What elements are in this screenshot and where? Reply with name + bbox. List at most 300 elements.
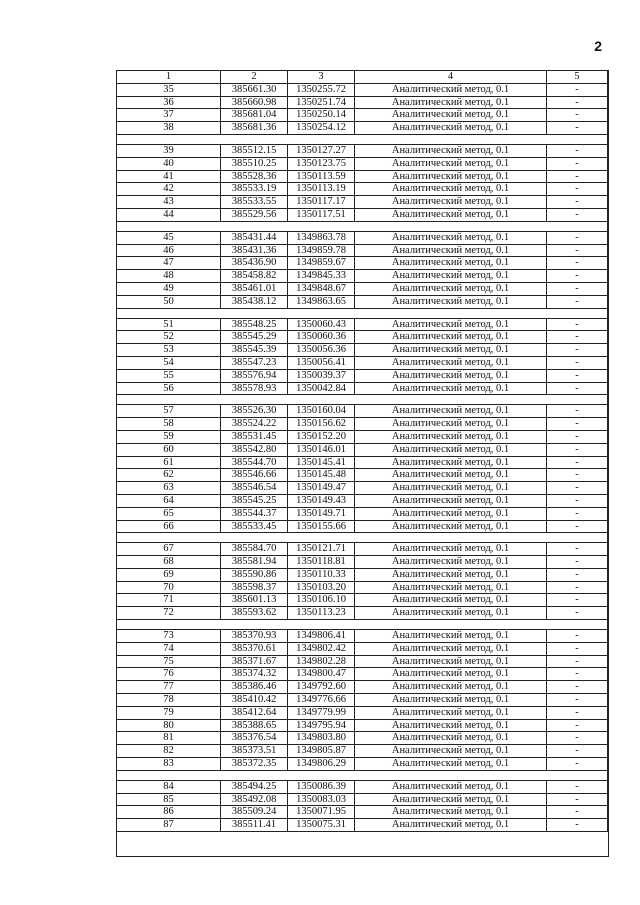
point-number-cell: 69 xyxy=(117,568,221,581)
x-coordinate-cell: 385373.51 xyxy=(221,745,288,758)
table-row xyxy=(117,681,608,694)
y-coordinate-cell: 1349779.99 xyxy=(288,706,355,719)
group-separator-row xyxy=(117,533,608,543)
method-cell: Аналитический метод, 0.1 xyxy=(355,780,547,793)
x-coordinate-cell: 385510.25 xyxy=(221,157,288,170)
table-row xyxy=(117,806,608,819)
method-cell: Аналитический метод, 0.1 xyxy=(355,482,547,495)
note-cell: - xyxy=(547,681,608,694)
table-row xyxy=(117,344,608,357)
method-cell: Аналитический метод, 0.1 xyxy=(355,668,547,681)
note-cell: - xyxy=(547,122,608,135)
table-row xyxy=(117,109,608,122)
x-coordinate-cell: 385546.66 xyxy=(221,469,288,482)
y-coordinate-cell: 1349805.87 xyxy=(288,745,355,758)
method-cell: Аналитический метод, 0.1 xyxy=(355,196,547,209)
method-cell: Аналитический метод, 0.1 xyxy=(355,122,547,135)
y-coordinate-cell: 1350060.43 xyxy=(288,318,355,331)
table-row xyxy=(117,231,608,244)
y-coordinate-cell: 1349848.67 xyxy=(288,282,355,295)
note-cell: - xyxy=(547,356,608,369)
method-cell: Аналитический метод, 0.1 xyxy=(355,758,547,771)
point-number-cell: 49 xyxy=(117,282,221,295)
method-cell: Аналитический метод, 0.1 xyxy=(355,793,547,806)
y-coordinate-cell: 1350060.36 xyxy=(288,331,355,344)
separator-cell xyxy=(221,770,288,780)
method-cell: Аналитический метод, 0.1 xyxy=(355,719,547,732)
y-coordinate-cell: 1350056.36 xyxy=(288,344,355,357)
separator-cell xyxy=(547,395,608,405)
note-cell: - xyxy=(547,568,608,581)
separator-cell xyxy=(355,221,547,231)
point-number-cell: 52 xyxy=(117,331,221,344)
x-coordinate-cell: 385371.67 xyxy=(221,655,288,668)
note-cell: - xyxy=(547,96,608,109)
y-coordinate-cell: 1350156.62 xyxy=(288,418,355,431)
x-coordinate-cell: 385533.45 xyxy=(221,520,288,533)
method-cell: Аналитический метод, 0.1 xyxy=(355,469,547,482)
x-coordinate-cell: 385529.56 xyxy=(221,208,288,221)
method-cell: Аналитический метод, 0.1 xyxy=(355,568,547,581)
point-number-cell: 70 xyxy=(117,581,221,594)
x-coordinate-cell: 385545.25 xyxy=(221,494,288,507)
header-cell-3: 3 xyxy=(288,71,355,84)
separator-cell xyxy=(547,533,608,543)
note-cell: - xyxy=(547,183,608,196)
point-number-cell: 81 xyxy=(117,732,221,745)
point-number-cell: 59 xyxy=(117,430,221,443)
note-cell: - xyxy=(547,806,608,819)
note-cell: - xyxy=(547,556,608,569)
method-cell: Аналитический метод, 0.1 xyxy=(355,507,547,520)
point-number-cell: 38 xyxy=(117,122,221,135)
x-coordinate-cell: 385533.19 xyxy=(221,183,288,196)
point-number-cell: 60 xyxy=(117,443,221,456)
note-cell: - xyxy=(547,405,608,418)
note-cell: - xyxy=(547,819,608,832)
separator-cell xyxy=(221,308,288,318)
y-coordinate-cell: 1350056.41 xyxy=(288,356,355,369)
x-coordinate-cell: 385458.82 xyxy=(221,270,288,283)
point-number-cell: 64 xyxy=(117,494,221,507)
separator-cell xyxy=(221,221,288,231)
x-coordinate-cell: 385372.35 xyxy=(221,758,288,771)
point-number-cell: 87 xyxy=(117,819,221,832)
page-number: 2 xyxy=(594,38,602,54)
method-cell: Аналитический метод, 0.1 xyxy=(355,543,547,556)
group-separator-row xyxy=(117,620,608,630)
x-coordinate-cell: 385528.36 xyxy=(221,170,288,183)
method-cell: Аналитический метод, 0.1 xyxy=(355,331,547,344)
x-coordinate-cell: 385388.65 xyxy=(221,719,288,732)
table-row xyxy=(117,819,608,832)
y-coordinate-cell: 1350155.66 xyxy=(288,520,355,533)
point-number-cell: 39 xyxy=(117,144,221,157)
y-coordinate-cell: 1349859.67 xyxy=(288,257,355,270)
y-coordinate-cell: 1350075.31 xyxy=(288,819,355,832)
x-coordinate-cell: 385509.24 xyxy=(221,806,288,819)
point-number-cell: 66 xyxy=(117,520,221,533)
point-number-cell: 37 xyxy=(117,109,221,122)
method-cell: Аналитический метод, 0.1 xyxy=(355,405,547,418)
table-row xyxy=(117,183,608,196)
note-cell: - xyxy=(547,482,608,495)
note-cell: - xyxy=(547,594,608,607)
y-coordinate-cell: 1350149.43 xyxy=(288,494,355,507)
y-coordinate-cell: 1350117.17 xyxy=(288,196,355,209)
table-row xyxy=(117,594,608,607)
table-row xyxy=(117,543,608,556)
separator-cell xyxy=(288,395,355,405)
header-cell-5: 5 xyxy=(547,71,608,84)
x-coordinate-cell: 385461.01 xyxy=(221,282,288,295)
point-number-cell: 75 xyxy=(117,655,221,668)
table-row xyxy=(117,122,608,135)
separator-cell xyxy=(117,533,221,543)
point-number-cell: 40 xyxy=(117,157,221,170)
note-cell: - xyxy=(547,507,608,520)
note-cell: - xyxy=(547,257,608,270)
x-coordinate-cell: 385436.90 xyxy=(221,257,288,270)
table-row xyxy=(117,793,608,806)
separator-cell xyxy=(355,395,547,405)
separator-cell xyxy=(117,620,221,630)
method-cell: Аналитический метод, 0.1 xyxy=(355,270,547,283)
y-coordinate-cell: 1350149.71 xyxy=(288,507,355,520)
group-separator-row xyxy=(117,308,608,318)
method-cell: Аналитический метод, 0.1 xyxy=(355,356,547,369)
separator-cell xyxy=(288,620,355,630)
table-row xyxy=(117,456,608,469)
y-coordinate-cell: 1350145.41 xyxy=(288,456,355,469)
point-number-cell: 80 xyxy=(117,719,221,732)
note-cell: - xyxy=(547,780,608,793)
method-cell: Аналитический метод, 0.1 xyxy=(355,318,547,331)
method-cell: Аналитический метод, 0.1 xyxy=(355,556,547,569)
table-row xyxy=(117,581,608,594)
y-coordinate-cell: 1350251.74 xyxy=(288,96,355,109)
y-coordinate-cell: 1350106.10 xyxy=(288,594,355,607)
note-cell: - xyxy=(547,745,608,758)
separator-cell xyxy=(221,395,288,405)
table-row xyxy=(117,244,608,257)
note-cell: - xyxy=(547,170,608,183)
method-cell: Аналитический метод, 0.1 xyxy=(355,430,547,443)
table-row xyxy=(117,706,608,719)
table-row xyxy=(117,494,608,507)
note-cell: - xyxy=(547,144,608,157)
method-cell: Аналитический метод, 0.1 xyxy=(355,443,547,456)
x-coordinate-cell: 385548.25 xyxy=(221,318,288,331)
x-coordinate-cell: 385431.44 xyxy=(221,231,288,244)
separator-cell xyxy=(221,620,288,630)
x-coordinate-cell: 385374.32 xyxy=(221,668,288,681)
method-cell: Аналитический метод, 0.1 xyxy=(355,231,547,244)
table-row xyxy=(117,418,608,431)
point-number-cell: 43 xyxy=(117,196,221,209)
y-coordinate-cell: 1350121.71 xyxy=(288,543,355,556)
x-coordinate-cell: 385370.61 xyxy=(221,642,288,655)
y-coordinate-cell: 1349806.29 xyxy=(288,758,355,771)
note-cell: - xyxy=(547,443,608,456)
separator-cell xyxy=(547,620,608,630)
x-coordinate-cell: 385601.13 xyxy=(221,594,288,607)
separator-cell xyxy=(221,134,288,144)
table-row xyxy=(117,157,608,170)
y-coordinate-cell: 1350071.95 xyxy=(288,806,355,819)
y-coordinate-cell: 1349859.78 xyxy=(288,244,355,257)
point-number-cell: 45 xyxy=(117,231,221,244)
note-cell: - xyxy=(547,109,608,122)
table-row xyxy=(117,556,608,569)
method-cell: Аналитический метод, 0.1 xyxy=(355,344,547,357)
separator-cell xyxy=(117,770,221,780)
x-coordinate-cell: 385526.30 xyxy=(221,405,288,418)
point-number-cell: 86 xyxy=(117,806,221,819)
x-coordinate-cell: 385544.37 xyxy=(221,507,288,520)
header-row xyxy=(117,71,608,84)
point-number-cell: 77 xyxy=(117,681,221,694)
table-row xyxy=(117,331,608,344)
separator-cell xyxy=(355,770,547,780)
note-cell: - xyxy=(547,231,608,244)
x-coordinate-cell: 385431.36 xyxy=(221,244,288,257)
point-number-cell: 72 xyxy=(117,607,221,620)
note-cell: - xyxy=(547,520,608,533)
note-cell: - xyxy=(547,295,608,308)
y-coordinate-cell: 1350127.27 xyxy=(288,144,355,157)
x-coordinate-cell: 385593.62 xyxy=(221,607,288,620)
group-separator-row xyxy=(117,221,608,231)
x-coordinate-cell: 385544.70 xyxy=(221,456,288,469)
y-coordinate-cell: 1349792.60 xyxy=(288,681,355,694)
method-cell: Аналитический метод, 0.1 xyxy=(355,83,547,96)
method-cell: Аналитический метод, 0.1 xyxy=(355,732,547,745)
method-cell: Аналитический метод, 0.1 xyxy=(355,295,547,308)
y-coordinate-cell: 1350250.14 xyxy=(288,109,355,122)
method-cell: Аналитический метод, 0.1 xyxy=(355,382,547,395)
x-coordinate-cell: 385376.54 xyxy=(221,732,288,745)
y-coordinate-cell: 1349803.80 xyxy=(288,732,355,745)
y-coordinate-cell: 1350042.84 xyxy=(288,382,355,395)
point-number-cell: 58 xyxy=(117,418,221,431)
y-coordinate-cell: 1349802.28 xyxy=(288,655,355,668)
point-number-cell: 51 xyxy=(117,318,221,331)
table-row xyxy=(117,630,608,643)
point-number-cell: 36 xyxy=(117,96,221,109)
point-number-cell: 44 xyxy=(117,208,221,221)
point-number-cell: 68 xyxy=(117,556,221,569)
table-row xyxy=(117,655,608,668)
y-coordinate-cell: 1350110.33 xyxy=(288,568,355,581)
x-coordinate-cell: 385524.22 xyxy=(221,418,288,431)
x-coordinate-cell: 385681.36 xyxy=(221,122,288,135)
note-cell: - xyxy=(547,196,608,209)
table-row xyxy=(117,196,608,209)
group-separator-row xyxy=(117,134,608,144)
note-cell: - xyxy=(547,270,608,283)
note-cell: - xyxy=(547,607,608,620)
table-row xyxy=(117,257,608,270)
header-cell-2: 2 xyxy=(221,71,288,84)
method-cell: Аналитический метод, 0.1 xyxy=(355,183,547,196)
y-coordinate-cell: 1350118.81 xyxy=(288,556,355,569)
x-coordinate-cell: 385660.98 xyxy=(221,96,288,109)
y-coordinate-cell: 1350149.47 xyxy=(288,482,355,495)
note-cell: - xyxy=(547,581,608,594)
method-cell: Аналитический метод, 0.1 xyxy=(355,694,547,707)
method-cell: Аналитический метод, 0.1 xyxy=(355,745,547,758)
note-cell: - xyxy=(547,719,608,732)
y-coordinate-cell: 1349863.65 xyxy=(288,295,355,308)
separator-cell xyxy=(288,134,355,144)
note-cell: - xyxy=(547,382,608,395)
point-number-cell: 35 xyxy=(117,83,221,96)
point-number-cell: 63 xyxy=(117,482,221,495)
method-cell: Аналитический метод, 0.1 xyxy=(355,520,547,533)
x-coordinate-cell: 385581.94 xyxy=(221,556,288,569)
table-row xyxy=(117,642,608,655)
x-coordinate-cell: 385661.30 xyxy=(221,83,288,96)
separator-cell xyxy=(355,620,547,630)
table-row xyxy=(117,745,608,758)
note-cell: - xyxy=(547,494,608,507)
point-number-cell: 55 xyxy=(117,369,221,382)
note-cell: - xyxy=(547,244,608,257)
table-row xyxy=(117,405,608,418)
separator-cell xyxy=(547,770,608,780)
point-number-cell: 85 xyxy=(117,793,221,806)
x-coordinate-cell: 385546.54 xyxy=(221,482,288,495)
separator-cell xyxy=(355,533,547,543)
method-cell: Аналитический метод, 0.1 xyxy=(355,706,547,719)
method-cell: Аналитический метод, 0.1 xyxy=(355,607,547,620)
note-cell: - xyxy=(547,318,608,331)
note-cell: - xyxy=(547,543,608,556)
separator-cell xyxy=(117,221,221,231)
table-row xyxy=(117,719,608,732)
note-cell: - xyxy=(547,706,608,719)
method-cell: Аналитический метод, 0.1 xyxy=(355,369,547,382)
table-row xyxy=(117,520,608,533)
table-row xyxy=(117,282,608,295)
table-body xyxy=(117,71,608,832)
table-row xyxy=(117,170,608,183)
y-coordinate-cell: 1350254.12 xyxy=(288,122,355,135)
note-cell: - xyxy=(547,642,608,655)
header-cell-1: 1 xyxy=(117,71,221,84)
separator-cell xyxy=(288,770,355,780)
x-coordinate-cell: 385547.23 xyxy=(221,356,288,369)
point-number-cell: 83 xyxy=(117,758,221,771)
note-cell: - xyxy=(547,418,608,431)
note-cell: - xyxy=(547,630,608,643)
x-coordinate-cell: 385533.55 xyxy=(221,196,288,209)
x-coordinate-cell: 385598.37 xyxy=(221,581,288,594)
point-number-cell: 65 xyxy=(117,507,221,520)
x-coordinate-cell: 385545.29 xyxy=(221,331,288,344)
method-cell: Аналитический метод, 0.1 xyxy=(355,418,547,431)
point-number-cell: 84 xyxy=(117,780,221,793)
method-cell: Аналитический метод, 0.1 xyxy=(355,642,547,655)
method-cell: Аналитический метод, 0.1 xyxy=(355,819,547,832)
separator-cell xyxy=(547,308,608,318)
note-cell: - xyxy=(547,655,608,668)
table-row xyxy=(117,144,608,157)
point-number-cell: 73 xyxy=(117,630,221,643)
table-row xyxy=(117,430,608,443)
point-number-cell: 62 xyxy=(117,469,221,482)
method-cell: Аналитический метод, 0.1 xyxy=(355,208,547,221)
y-coordinate-cell: 1350146.01 xyxy=(288,443,355,456)
point-number-cell: 67 xyxy=(117,543,221,556)
x-coordinate-cell: 385410.42 xyxy=(221,694,288,707)
y-coordinate-cell: 1350117.51 xyxy=(288,208,355,221)
note-cell: - xyxy=(547,793,608,806)
note-cell: - xyxy=(547,430,608,443)
y-coordinate-cell: 1350086.39 xyxy=(288,780,355,793)
method-cell: Аналитический метод, 0.1 xyxy=(355,170,547,183)
note-cell: - xyxy=(547,668,608,681)
point-number-cell: 56 xyxy=(117,382,221,395)
point-number-cell: 57 xyxy=(117,405,221,418)
y-coordinate-cell: 1349802.42 xyxy=(288,642,355,655)
y-coordinate-cell: 1350083.03 xyxy=(288,793,355,806)
table-row xyxy=(117,443,608,456)
x-coordinate-cell: 385412.64 xyxy=(221,706,288,719)
method-cell: Аналитический метод, 0.1 xyxy=(355,581,547,594)
note-cell: - xyxy=(547,758,608,771)
separator-cell xyxy=(355,308,547,318)
x-coordinate-cell: 385531.45 xyxy=(221,430,288,443)
y-coordinate-cell: 1349806.41 xyxy=(288,630,355,643)
method-cell: Аналитический метод, 0.1 xyxy=(355,109,547,122)
separator-cell xyxy=(117,308,221,318)
table-row xyxy=(117,270,608,283)
y-coordinate-cell: 1350145.48 xyxy=(288,469,355,482)
note-cell: - xyxy=(547,456,608,469)
group-separator-row xyxy=(117,395,608,405)
note-cell: - xyxy=(547,282,608,295)
y-coordinate-cell: 1349800.47 xyxy=(288,668,355,681)
point-number-cell: 53 xyxy=(117,344,221,357)
x-coordinate-cell: 385494.25 xyxy=(221,780,288,793)
x-coordinate-cell: 385542.80 xyxy=(221,443,288,456)
table-row xyxy=(117,382,608,395)
y-coordinate-cell: 1350039.37 xyxy=(288,369,355,382)
x-coordinate-cell: 385545.39 xyxy=(221,344,288,357)
point-number-cell: 41 xyxy=(117,170,221,183)
y-coordinate-cell: 1350123.75 xyxy=(288,157,355,170)
y-coordinate-cell: 1350103.20 xyxy=(288,581,355,594)
method-cell: Аналитический метод, 0.1 xyxy=(355,681,547,694)
point-number-cell: 79 xyxy=(117,706,221,719)
separator-cell xyxy=(117,134,221,144)
method-cell: Аналитический метод, 0.1 xyxy=(355,244,547,257)
y-coordinate-cell: 1349863.78 xyxy=(288,231,355,244)
y-coordinate-cell: 1350152.20 xyxy=(288,430,355,443)
method-cell: Аналитический метод, 0.1 xyxy=(355,257,547,270)
x-coordinate-cell: 385511.41 xyxy=(221,819,288,832)
point-number-cell: 78 xyxy=(117,694,221,707)
method-cell: Аналитический метод, 0.1 xyxy=(355,806,547,819)
note-cell: - xyxy=(547,208,608,221)
separator-cell xyxy=(117,395,221,405)
coordinates-table xyxy=(116,70,608,832)
table-row xyxy=(117,607,608,620)
table-row xyxy=(117,356,608,369)
note-cell: - xyxy=(547,331,608,344)
